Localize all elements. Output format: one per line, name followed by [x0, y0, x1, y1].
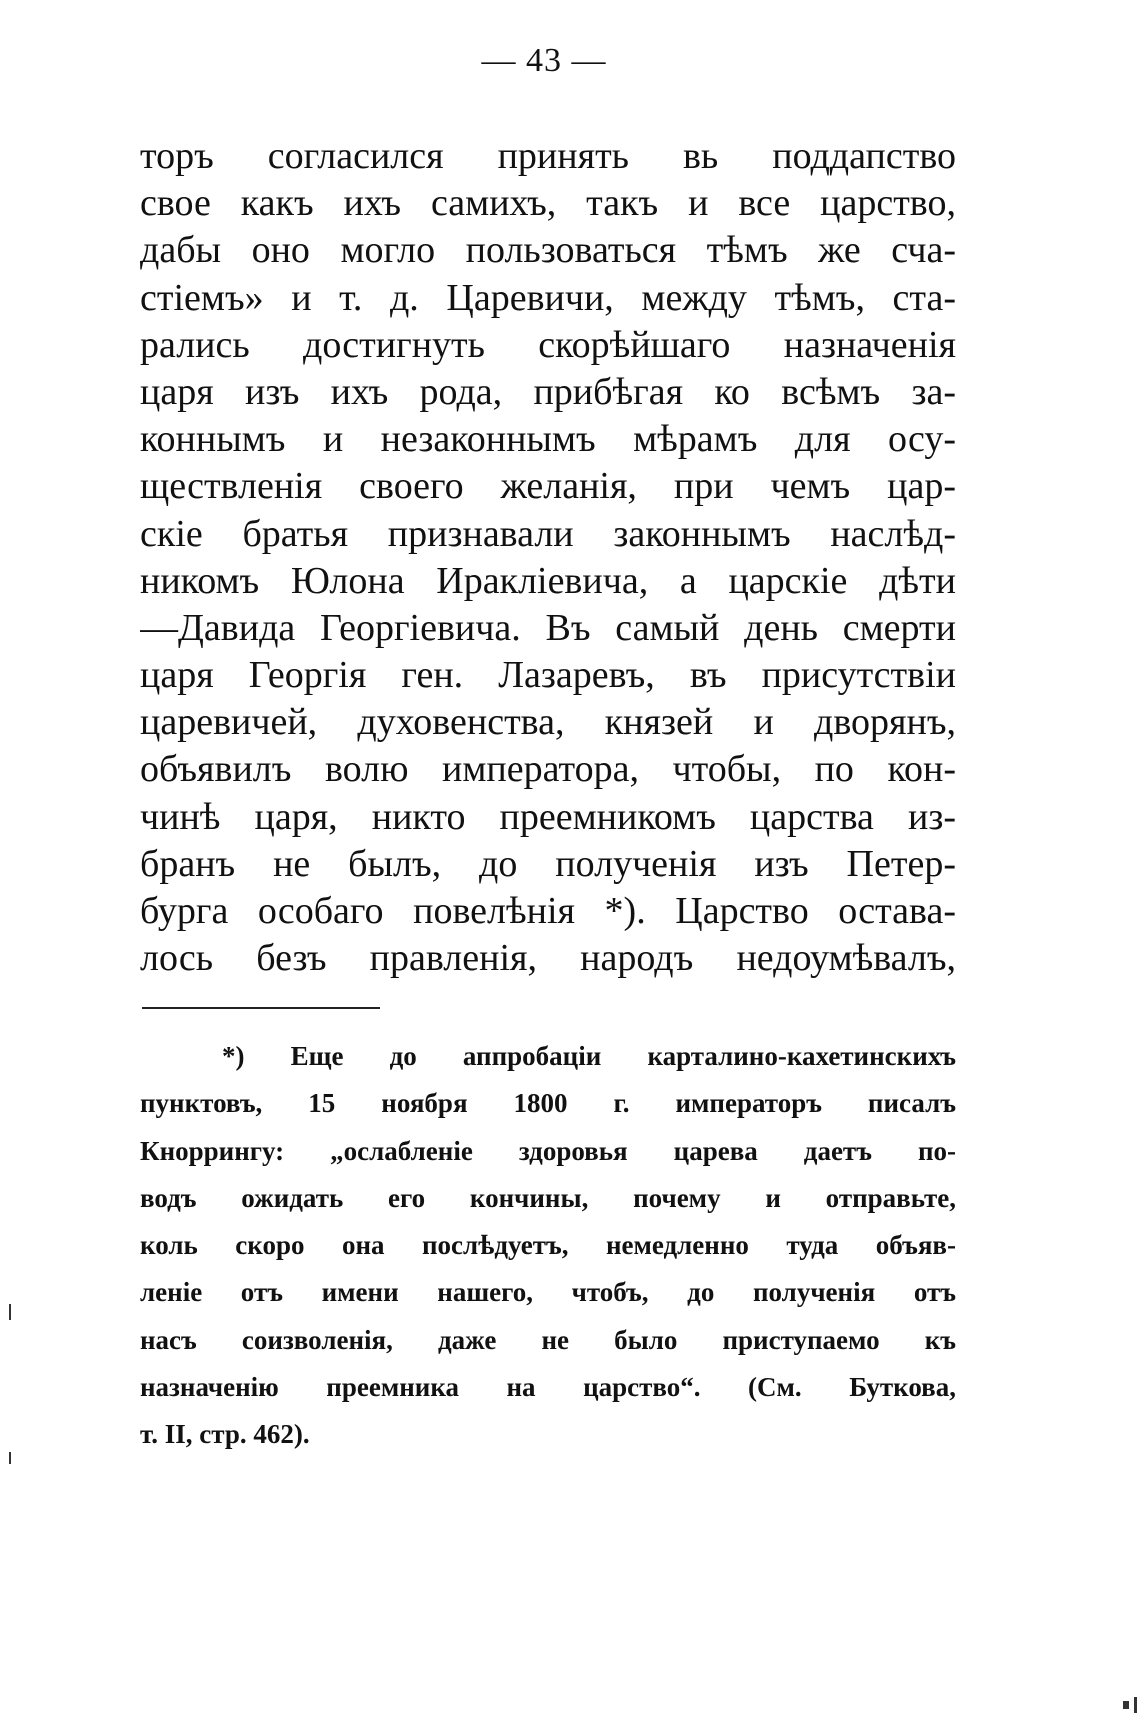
- text-line: объявилъ волю императора, чтобы, по кон-: [140, 748, 956, 791]
- footnote-line: коль скоро она послѣдуетъ, немедленно туда объяв-: [140, 1230, 956, 1261]
- text-line: коннымъ и незаконнымъ мѣрамъ для осу-: [140, 418, 956, 461]
- text-line: ществленія своего желанія, при чемъ цар-: [140, 465, 956, 508]
- body-text: [140, 133, 956, 982]
- text-line: торъ согласился принять вь поддапство: [140, 135, 956, 177]
- footnote-line: леніе отъ имени нашего, чтобъ, до полученія отъ: [140, 1277, 956, 1308]
- footnote-line: *) Еще до аппробаціи карталино-кахетинскихъ: [222, 1041, 956, 1071]
- text-line: царя изъ ихъ рода, прибѣгая ко всѣмъ за-: [140, 370, 956, 413]
- footnote-separator: [142, 1007, 380, 1009]
- footnote-line: назначенію преемника на царство“. (См. Буткова,: [140, 1372, 956, 1403]
- footnote-line: пунктовъ, 15 ноября 1800 г. императоръ писалъ: [140, 1088, 956, 1119]
- footnote-line: Кноррингу: „ослабленіе здоровья царева даетъ по-: [140, 1135, 956, 1166]
- text-line: царевичей, духовенства, князей и дворянъ,: [140, 701, 956, 744]
- footnote-line: насъ соизволенія, даже не было приступаемо къ: [140, 1324, 956, 1355]
- scan-speck: [9, 1304, 11, 1320]
- footnote: [140, 1033, 956, 1459]
- scan-speck: [1123, 1701, 1129, 1709]
- scan-speck: [9, 1452, 11, 1464]
- text-line: бурга особаго повелѣнія *). Царство остава-: [140, 890, 956, 932]
- text-line: стіемъ» и т. д. Царевичи, между тѣмъ, ста-: [140, 276, 956, 319]
- text-line: дабы оно могло пользоваться тѣмъ же сча-: [140, 229, 956, 272]
- text-line: царя Георгія ген. Лазаревъ, въ присутствіи: [140, 654, 956, 697]
- text-line: чинѣ царя, никто преемникомъ царства из-: [140, 795, 956, 838]
- scan-speck: [1134, 1697, 1137, 1713]
- text-line: бранъ не былъ, до полученія изъ Петер-: [140, 842, 956, 885]
- text-line: —Давида Георгіевича. Въ самый день смерти: [140, 606, 956, 649]
- page-number: — 43 —: [481, 42, 607, 79]
- footnote-line: водъ ожидать его кончины, почему и отправьте,: [140, 1182, 956, 1213]
- text-line: свое какъ ихъ самихъ, такъ и все царство,: [140, 182, 956, 225]
- text-line: скіе братья признавали законнымъ наслѣд-: [140, 512, 956, 555]
- text-line: лось безъ правленія, народъ недоумѣвалъ,: [140, 937, 956, 980]
- text-line: рались достигнуть скорѣйшаго назначенія: [140, 323, 956, 366]
- text-line: никомъ Юлона Иракліевича, а царскіе дѣти: [140, 559, 956, 602]
- footnote-line: т. II, стр. 462).: [140, 1419, 310, 1450]
